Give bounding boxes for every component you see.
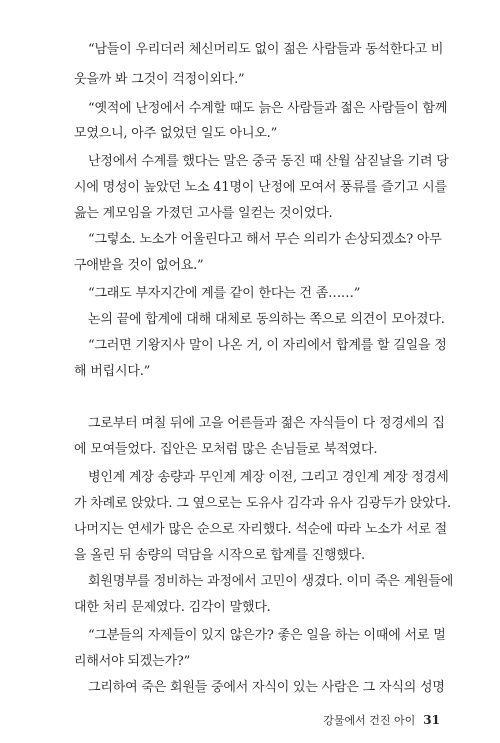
text-line: 모였으니, 아주 없었던 일도 아니오.” [74, 126, 278, 141]
text-line: “그분들의 자제들이 있지 않은가? 좋은 일을 하는 이때에 서로 멀 [88, 628, 446, 643]
text-line: “남들이 우리더러 체신머리도 없이 젊은 사람들과 동석한다고 비 [88, 42, 444, 57]
page-number: 31 [423, 713, 440, 727]
text-line: 회원명부를 정비하는 과정에서 고민이 생겼다. 이미 죽은 계원들에 [88, 574, 454, 589]
text-line: 구애받을 것이 없어요.” [74, 258, 204, 273]
text-line: “옛적에 난정에서 수계할 때도 늙은 사람들과 젊은 사람들이 함께 [88, 101, 448, 116]
text-line: “그래도 부자지간에 계를 같이 한다는 건 좀……” [88, 286, 361, 301]
text-line: 시에 명성이 높았던 노소 41명이 난정에 모여서 풍류를 즐기고 시를 [74, 180, 447, 195]
text-line: 병인계 계장 송량과 무인계 계장 이전, 그리고 경인계 계장 정경세 [88, 470, 449, 485]
text-line: “그러면 기왕지사 말이 나온 거, 이 자리에서 합계를 할 길일을 정 [88, 338, 447, 353]
text-line: 읊는 계모임을 가졌던 고사를 일컫는 것이었다. [74, 206, 333, 221]
text-line: 웃을까 봐 그것이 걱정이외다.” [74, 72, 245, 87]
page-footer [323, 712, 440, 729]
running-title: 강물에서 건진 아이 [323, 714, 416, 727]
text-line: “그렇소. 노소가 어울린다고 해서 무슨 의리가 손상되겠소? 아무 [88, 232, 442, 247]
text-line: 그로부터 며칠 뒤에 고을 어른들과 젊은 자식들이 다 정경세의 집 [88, 416, 445, 431]
text-line: 나머지는 연세가 많은 순으로 자리했다. 석순에 따라 노소가 서로 절 [74, 522, 447, 537]
text-line: 을 올린 뒤 송량의 덕담을 시작으로 합계를 진행했다. [74, 548, 365, 563]
text-line: 에 모여들었다. 집안은 모처럼 많은 손님들로 북적였다. [74, 442, 378, 457]
text-line: 그리하여 죽은 회원들 중에서 자식이 있는 사람은 그 자식의 성명 [88, 680, 445, 695]
text-line: 대한 처리 문제였다. 김각이 말했다. [74, 600, 271, 615]
text-line: 논의 끝에 합계에 대해 대체로 동의하는 쪽으로 의견이 모아졌다. [88, 312, 445, 327]
text-line: 해 버립시다.” [74, 364, 151, 379]
text-line: 리해서야 되겠는가?” [74, 654, 191, 669]
text-line: 가 차례로 앉았다. 그 옆으로는 도유사 김각과 유사 김광두가 앉았다. [74, 496, 451, 511]
text-line: 난정에서 수계를 했다는 말은 중국 동진 때 산월 삼짇날을 기려 당 [88, 154, 449, 169]
